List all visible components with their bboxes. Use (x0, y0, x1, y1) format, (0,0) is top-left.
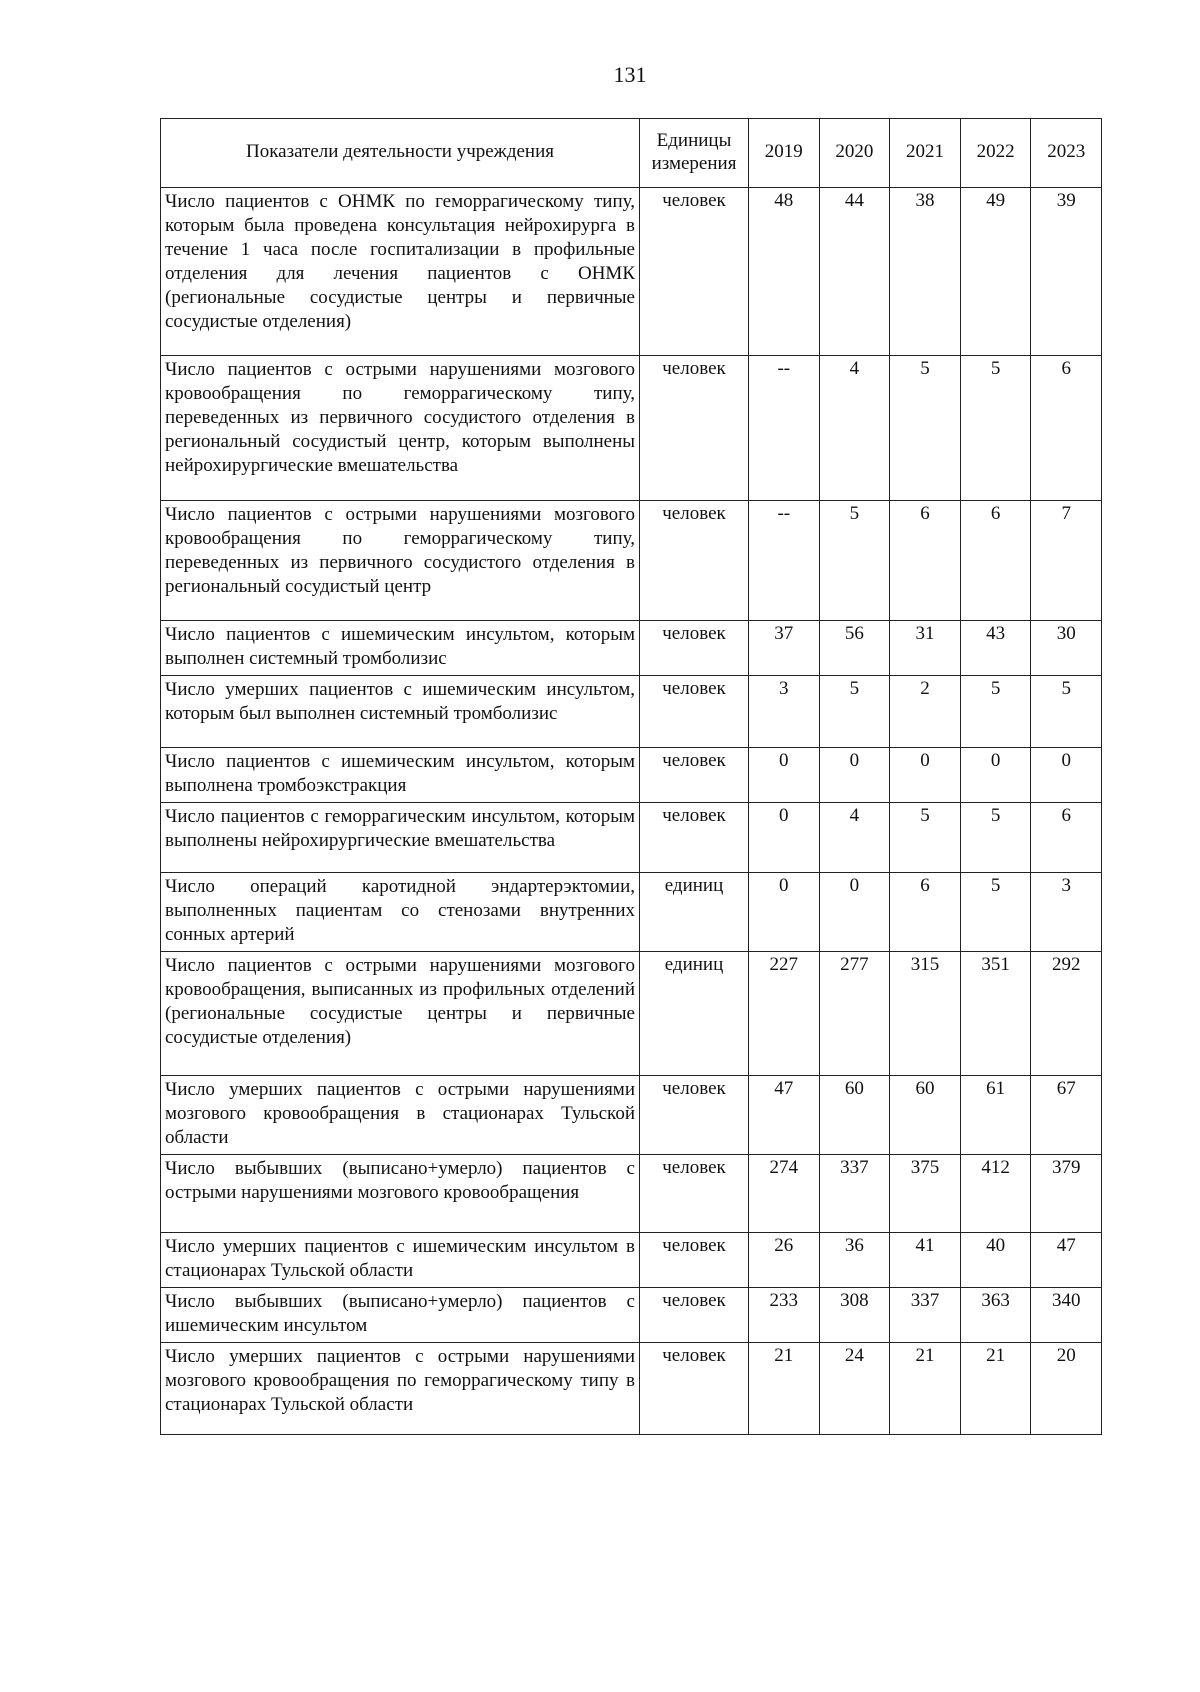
indicator-cell: Число пациентов с ишемическим инсультом, которым выполнен системный тромболизис (161, 621, 640, 676)
header-year: 2019 (749, 119, 820, 188)
table-row (161, 621, 1102, 676)
value-cell: 6 (890, 873, 961, 952)
value-cell: 5 (890, 356, 961, 501)
value-cell: 26 (749, 1233, 820, 1288)
value-cell: 60 (819, 1076, 890, 1155)
value-cell: 31 (890, 621, 961, 676)
value-cell: 47 (1031, 1233, 1102, 1288)
indicator-cell: Число операций каротидной эндартерэктомии, выполненных пациентам со стенозами внутренних сонных артерий (161, 873, 640, 952)
value-cell: 308 (819, 1288, 890, 1343)
value-cell: 39 (1031, 188, 1102, 356)
unit-cell: единиц (640, 873, 749, 952)
indicator-cell: Число пациентов с острыми нарушениями мозгового кровообращения по геморрагическому типу, переведенных из первичного сосудистого отделения в региональный сосудистый центр, которым выполнены нейрохирургические вмешательства (161, 356, 640, 501)
value-cell: 41 (890, 1233, 961, 1288)
value-cell: 38 (890, 188, 961, 356)
unit-cell: человек (640, 1155, 749, 1233)
value-cell: 60 (890, 1076, 961, 1155)
value-cell: 21 (749, 1343, 820, 1435)
value-cell: 337 (890, 1288, 961, 1343)
unit-cell: человек (640, 803, 749, 873)
value-cell: 36 (819, 1233, 890, 1288)
value-cell: 4 (819, 803, 890, 873)
value-cell: 5 (1031, 676, 1102, 748)
value-cell: 274 (749, 1155, 820, 1233)
value-cell: 43 (960, 621, 1031, 676)
header-indicator: Показатели деятельности учреждения (161, 119, 640, 188)
value-cell: 0 (749, 803, 820, 873)
indicator-cell: Число пациентов с острыми нарушениями мозгового кровообращения по геморрагическому типу, переведенных из первичного сосудистого отделения в региональный сосудистый центр (161, 501, 640, 621)
value-cell: 0 (1031, 748, 1102, 803)
page-number: 131 (613, 62, 647, 87)
value-cell: 5 (960, 873, 1031, 952)
unit-cell: человек (640, 356, 749, 501)
value-cell: 227 (749, 952, 820, 1076)
table-row (161, 356, 1102, 501)
unit-cell: человек (640, 501, 749, 621)
table-row (161, 1155, 1102, 1233)
table-row (161, 952, 1102, 1076)
indicator-cell: Число пациентов с ишемическим инсультом, которым выполнена тромбоэкстракция (161, 748, 640, 803)
value-cell: 277 (819, 952, 890, 1076)
header-row (161, 119, 1102, 188)
value-cell: 5 (960, 803, 1031, 873)
value-cell: 21 (890, 1343, 961, 1435)
header-year: 2022 (960, 119, 1031, 188)
value-cell: 351 (960, 952, 1031, 1076)
value-cell: 233 (749, 1288, 820, 1343)
table-row (161, 1343, 1102, 1435)
value-cell: 37 (749, 621, 820, 676)
value-cell: 2 (890, 676, 961, 748)
value-cell: 5 (819, 676, 890, 748)
indicator-cell: Число умерших пациентов с острыми нарушениями мозгового кровообращения в стационарах Тульской области (161, 1076, 640, 1155)
value-cell: 412 (960, 1155, 1031, 1233)
indicator-cell: Число пациентов с геморрагическим инсультом, которым выполнены нейрохирургические вмешательства (161, 803, 640, 873)
value-cell: 56 (819, 621, 890, 676)
value-cell: 6 (1031, 803, 1102, 873)
value-cell: 61 (960, 1076, 1031, 1155)
value-cell: 6 (890, 501, 961, 621)
table-header (161, 119, 1102, 188)
value-cell: 44 (819, 188, 890, 356)
value-cell: 24 (819, 1343, 890, 1435)
value-cell: 67 (1031, 1076, 1102, 1155)
value-cell: 379 (1031, 1155, 1102, 1233)
header-year: 2020 (819, 119, 890, 188)
value-cell: 5 (890, 803, 961, 873)
unit-cell: человек (640, 1288, 749, 1343)
indicator-cell: Число умерших пациентов с ишемическим инсультом в стационарах Тульской области (161, 1233, 640, 1288)
unit-cell: человек (640, 621, 749, 676)
unit-cell: человек (640, 748, 749, 803)
header-unit: Единицы измерения (640, 119, 749, 188)
value-cell: 0 (749, 873, 820, 952)
value-cell: 5 (960, 676, 1031, 748)
value-cell: 375 (890, 1155, 961, 1233)
value-cell: 0 (749, 748, 820, 803)
indicator-cell: Число умерших пациентов с острыми нарушениями мозгового кровообращения по геморрагическому типу в стационарах Тульской области (161, 1343, 640, 1435)
value-cell: 3 (749, 676, 820, 748)
indicator-cell: Число выбывших (выписано+умерло) пациентов с ишемическим инсультом (161, 1288, 640, 1343)
table-row (161, 803, 1102, 873)
value-cell: 30 (1031, 621, 1102, 676)
table-row (161, 676, 1102, 748)
value-cell: 7 (1031, 501, 1102, 621)
unit-cell: человек (640, 676, 749, 748)
value-cell: 292 (1031, 952, 1102, 1076)
header-year: 2023 (1031, 119, 1102, 188)
value-cell: 315 (890, 952, 961, 1076)
header-year: 2021 (890, 119, 961, 188)
value-cell: 340 (1031, 1288, 1102, 1343)
unit-cell: человек (640, 188, 749, 356)
value-cell: 5 (960, 356, 1031, 501)
table-row (161, 501, 1102, 621)
value-cell: 5 (819, 501, 890, 621)
value-cell: 0 (819, 748, 890, 803)
value-cell: 3 (1031, 873, 1102, 952)
unit-cell: человек (640, 1233, 749, 1288)
unit-cell: человек (640, 1343, 749, 1435)
table-row (161, 1076, 1102, 1155)
value-cell: 47 (749, 1076, 820, 1155)
indicator-cell: Число пациентов с острыми нарушениями мозгового кровообращения, выписанных из профильных отделений (региональные сосудистые центры и первичные сосудистые отделения) (161, 952, 640, 1076)
table-body (161, 188, 1102, 1435)
table-row (161, 873, 1102, 952)
value-cell: 0 (890, 748, 961, 803)
value-cell: 0 (960, 748, 1031, 803)
indicators-table (160, 118, 1102, 1435)
table-row (161, 1288, 1102, 1343)
value-cell: -- (749, 356, 820, 501)
value-cell: 49 (960, 188, 1031, 356)
table-row (161, 188, 1102, 356)
value-cell: 6 (960, 501, 1031, 621)
value-cell: 20 (1031, 1343, 1102, 1435)
value-cell: 0 (819, 873, 890, 952)
table-row (161, 1233, 1102, 1288)
value-cell: 40 (960, 1233, 1031, 1288)
indicator-cell: Число пациентов с ОНМК по геморрагическому типу, которым была проведена консультация нейрохирурга в течение 1 часа после госпитализации в профильные отделения для лечения пациентов с ОНМК (региональные сосудистые центры и первичные сосудистые отделения) (161, 188, 640, 356)
unit-cell: человек (640, 1076, 749, 1155)
value-cell: 363 (960, 1288, 1031, 1343)
value-cell: 21 (960, 1343, 1031, 1435)
indicator-cell: Число выбывших (выписано+умерло) пациентов с острыми нарушениями мозгового кровообращения (161, 1155, 640, 1233)
value-cell: 4 (819, 356, 890, 501)
value-cell: -- (749, 501, 820, 621)
value-cell: 6 (1031, 356, 1102, 501)
indicator-cell: Число умерших пациентов с ишемическим инсультом, которым был выполнен системный тромболизис (161, 676, 640, 748)
value-cell: 48 (749, 188, 820, 356)
value-cell: 337 (819, 1155, 890, 1233)
unit-cell: единиц (640, 952, 749, 1076)
table-row (161, 748, 1102, 803)
